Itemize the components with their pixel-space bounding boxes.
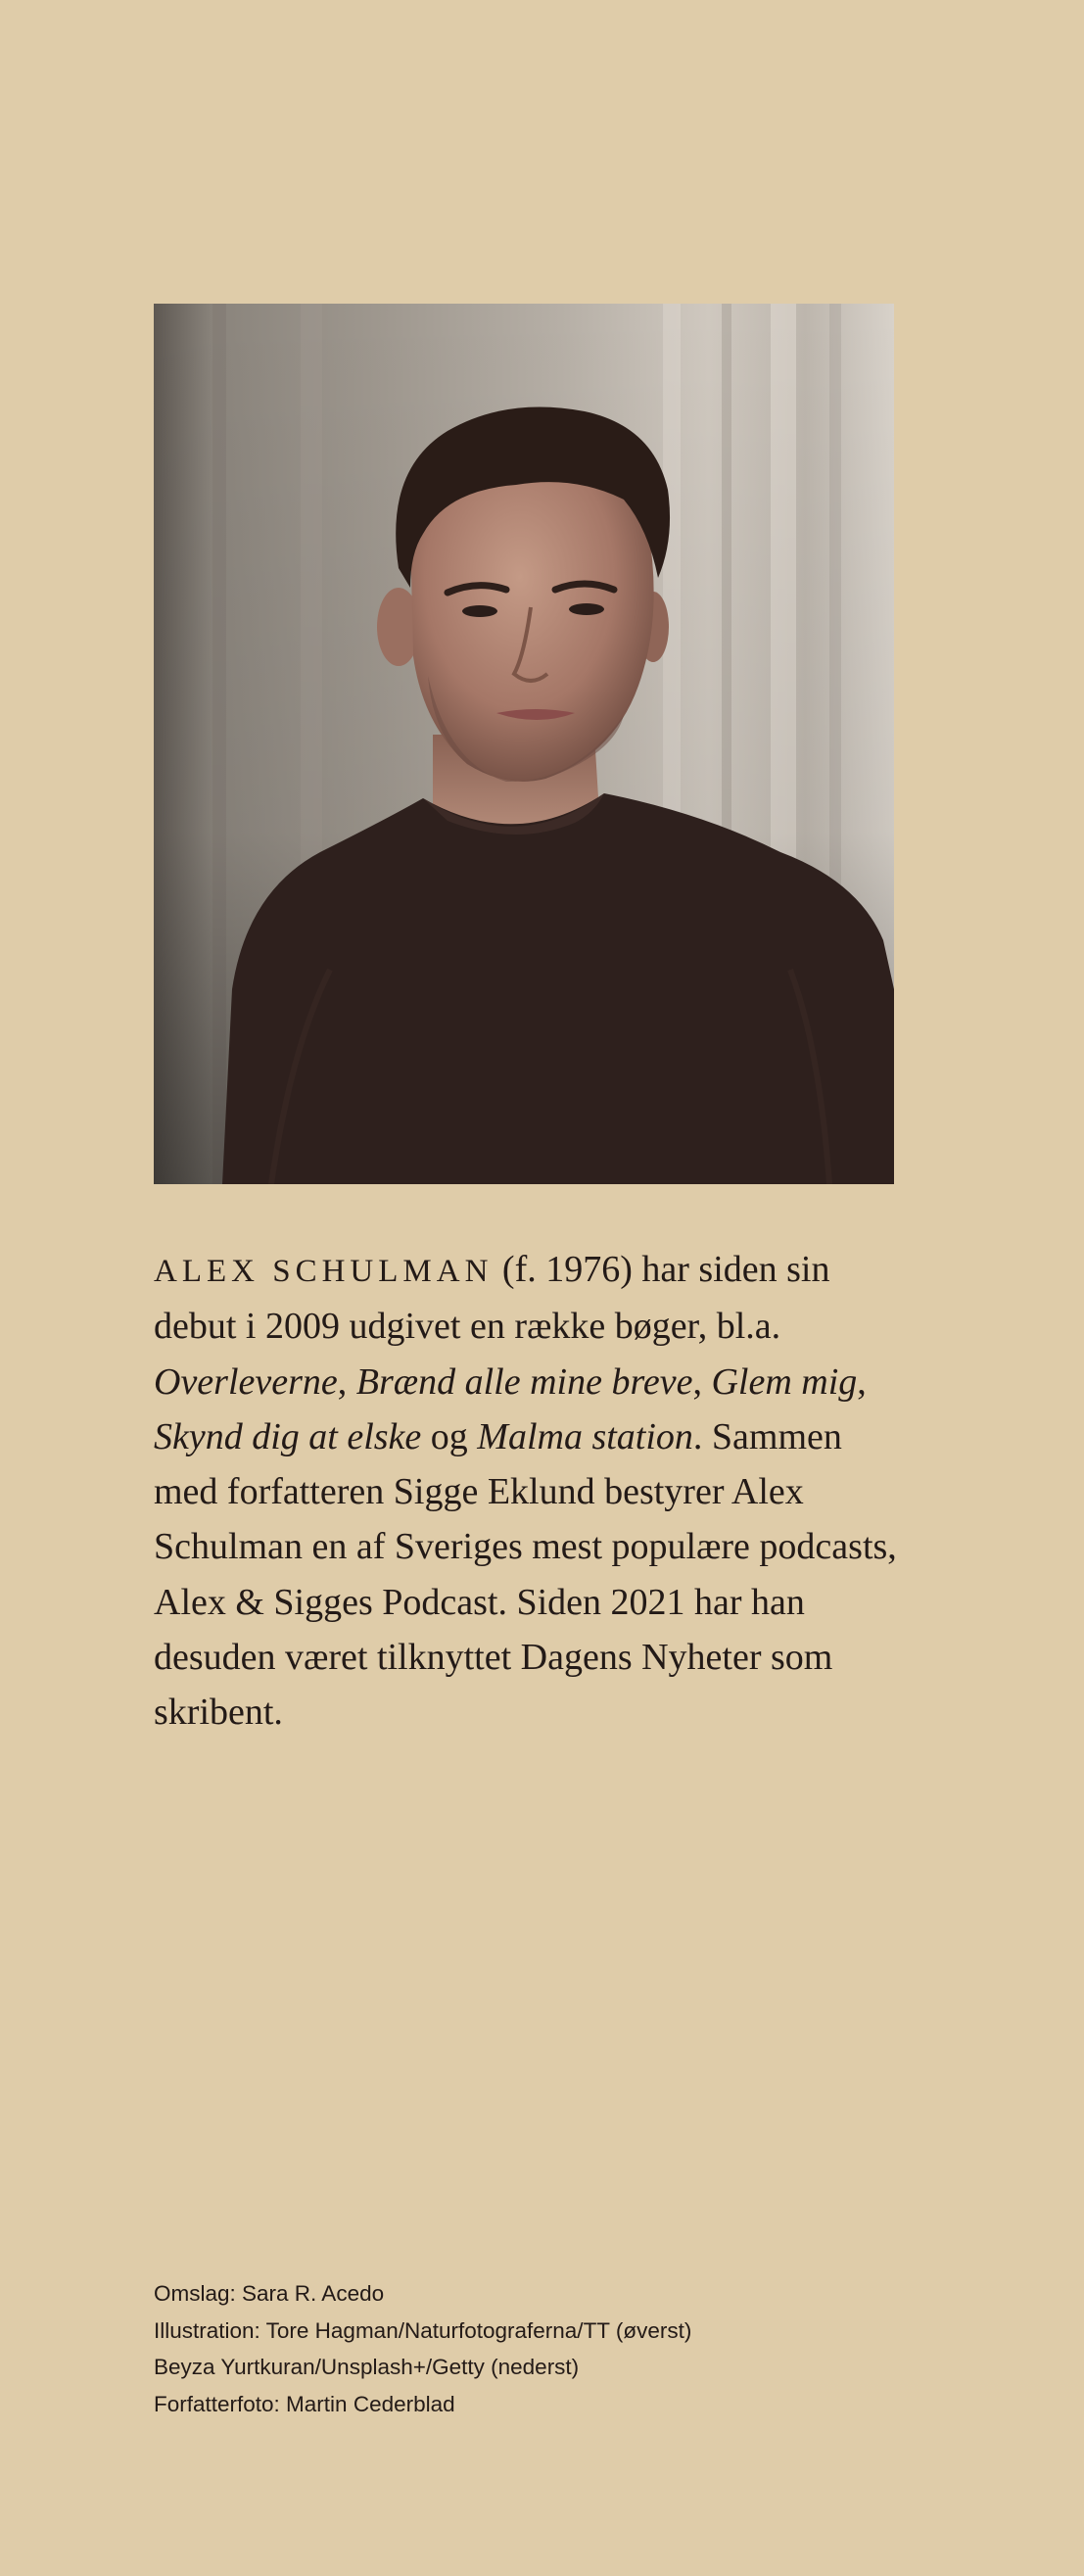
credit-line-illustration-2: Beyza Yurtkuran/Unsplash+/Getty (nederst) [154,2355,580,2379]
bio-text-intro: (f. 1976) har siden sin debut i 2009 udgivet en række bøger, bl.a. [154,1249,830,1348]
credit-line-illustration: Illustration: Tore Hagman/Naturfotograferna/TT (øverst) [154,2317,692,2343]
separator: , [857,1360,867,1403]
credit-line-author-photo: Forfatterfoto: Martin Cederblad [154,2391,455,2416]
author-portrait-image [154,304,894,1184]
book-title: Malma station [477,1415,693,1457]
separator: , [337,1360,356,1403]
book-title: Glem mig [711,1360,858,1403]
book-title: Overleverne [154,1360,338,1403]
author-photo [154,304,894,1184]
bio-text-rest: . Sammen med forfatteren Sigge Eklund bestyrer Alex Schulman en af Sveriges mest populære podcasts, Alex & Sigges Podcast. Siden 2021 har han desuden været tilknyttet Dagens Nyheter som skribent. [154,1415,897,1734]
credit-line-cover: Omslag: Sara R. Acedo [154,2281,385,2306]
separator: , [692,1360,712,1403]
separator: og [421,1415,478,1457]
book-title: Brænd alle mine breve [355,1360,693,1403]
author-name: ALEX SCHULMAN [154,1254,494,1289]
cover-credits [154,2275,937,2422]
book-title: Skynd dig at elske [154,1415,422,1457]
author-bio [154,1242,908,1741]
